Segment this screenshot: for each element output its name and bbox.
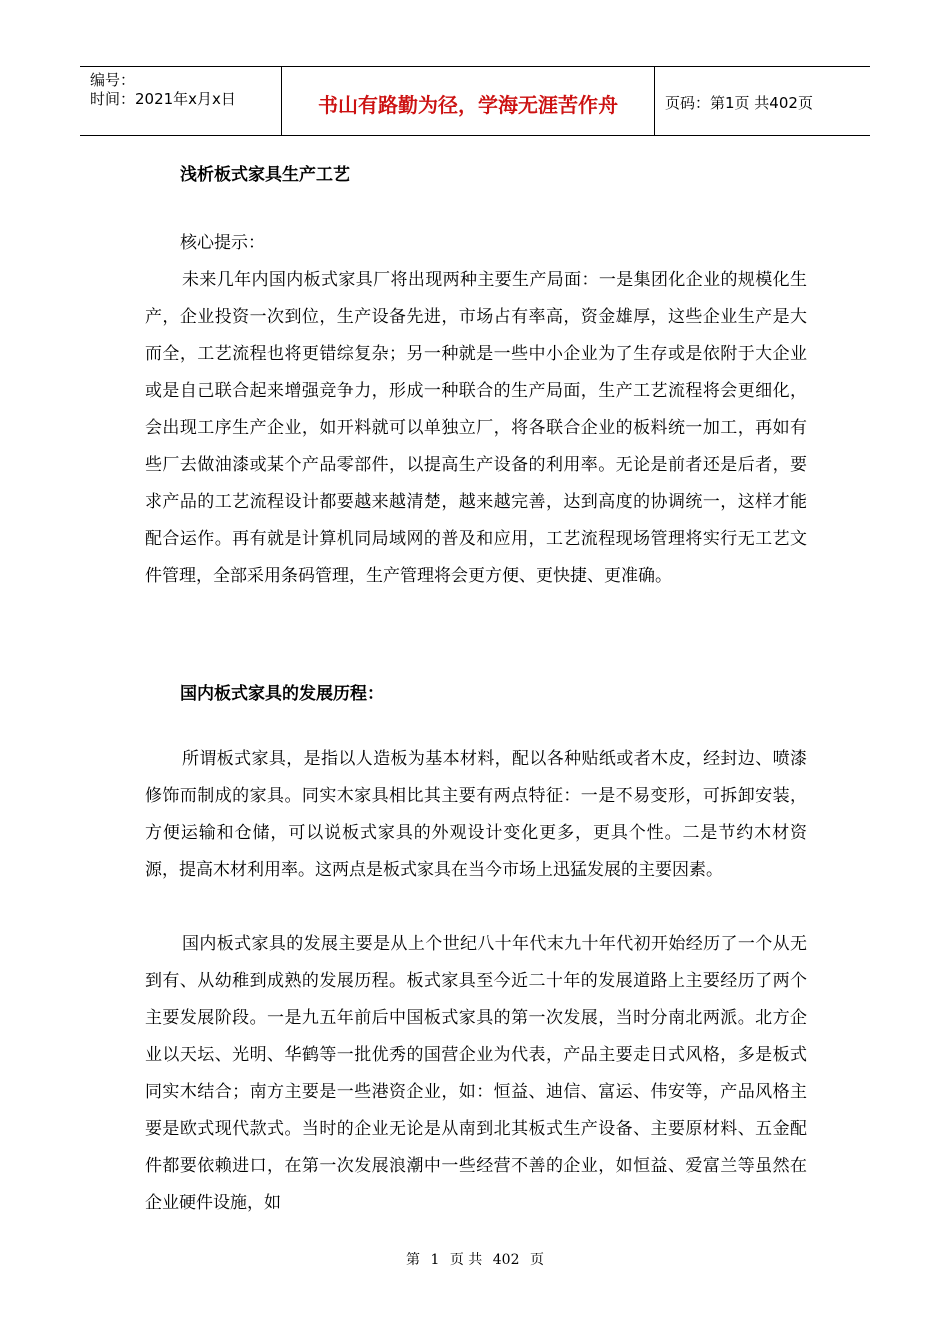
page-info-cell [655, 67, 870, 135]
paragraph-3: 国内板式家具的发展主要是从上个世纪八十年代末九十年代初开始经历了一个从无到有、从幼稚到成熟的发展历程。板式家具至今近二十年的发展道路上主要经历了两个主要发展阶段。一是九五年前后中国板式家具的第一次发展，当时分南北两派。北方企业以天坛、光明、华鹤等一批优秀的国营企业为代表，产品主要走日式风格，多是板式同实木结合；南方主要是一些港资企业，如：恒益、迪信、富运、伟安等，产品风格主要是欧式现代款式。当时的企业无论是从南到北其板式生产设备、主要原材料、五金配件都要依赖进口，在第一次发展浪潮中一些经营不善的企业，如恒益、爱富兰等虽然在企业硬件设施，如 [145, 934, 807, 1213]
page-footer [0, 1249, 950, 1269]
section-heading: 国内板式家具的发展历程： [180, 684, 384, 704]
footer-prefix: 第 [406, 1252, 421, 1268]
page-info: 页码：第1页 共402页 [665, 93, 813, 112]
number-label: 编号： [90, 71, 136, 89]
footer-total-pages: 402 [492, 1252, 520, 1268]
header-meta-cell [80, 67, 281, 135]
document-title: 浅析板式家具生产工艺 [180, 165, 350, 185]
footer-page-number: 1 [430, 1252, 440, 1268]
motto-cell [281, 67, 655, 135]
page-header [80, 66, 870, 136]
paragraph-1: 未来几年内国内板式家具厂将出现两种主要生产局面：一是集团化企业的规模化生产，企业投资一次到位，生产设备先进，市场占有率高，资金雄厚，这些企业生产是大而全，工艺流程也将更错综复杂；另一种就是一些中小企业为了生存或是依附于大企业或是自己联合起来增强竞争力，形成一种联合的生产局面，生产工艺流程将会更细化，会出现工序生产企业，如开料就可以单独立厂，将各联合企业的板料统一加工，再如有些厂去做油漆或某个产品零部件，以提高生产设备的利用率。无论是前者还是后者，要求产品的工艺流程设计都要越来越清楚，越来越完善，达到高度的协调统一，这样才能配合运作。再有就是计算机同局域网的普及和应用，工艺流程现场管理将实行无工艺文件管理，全部采用条码管理，生产管理将会更方便、更快捷、更准确。 [145, 270, 807, 586]
paragraph-2: 所谓板式家具，是指以人造板为基本材料，配以各种贴纸或者木皮，经封边、喷漆修饰而制成的家具。同实木家具相比其主要有两点特征：一是不易变形，可拆卸安装，方便运输和仓储，可以说板式家具的外观设计变化更多，更具个性。二是节约木材资源，提高木材利用率。这两点是板式家具在当今市场上迅猛发展的主要因素。 [145, 749, 807, 880]
footer-suffix: 页 [529, 1252, 544, 1268]
date-label: 时间：2021年x月x日 [90, 90, 236, 108]
core-label: 核心提示： [180, 233, 265, 253]
motto-text: 书山有路勤为径，学海无涯苦作舟 [318, 92, 618, 117]
footer-middle: 页 共 [449, 1252, 483, 1268]
